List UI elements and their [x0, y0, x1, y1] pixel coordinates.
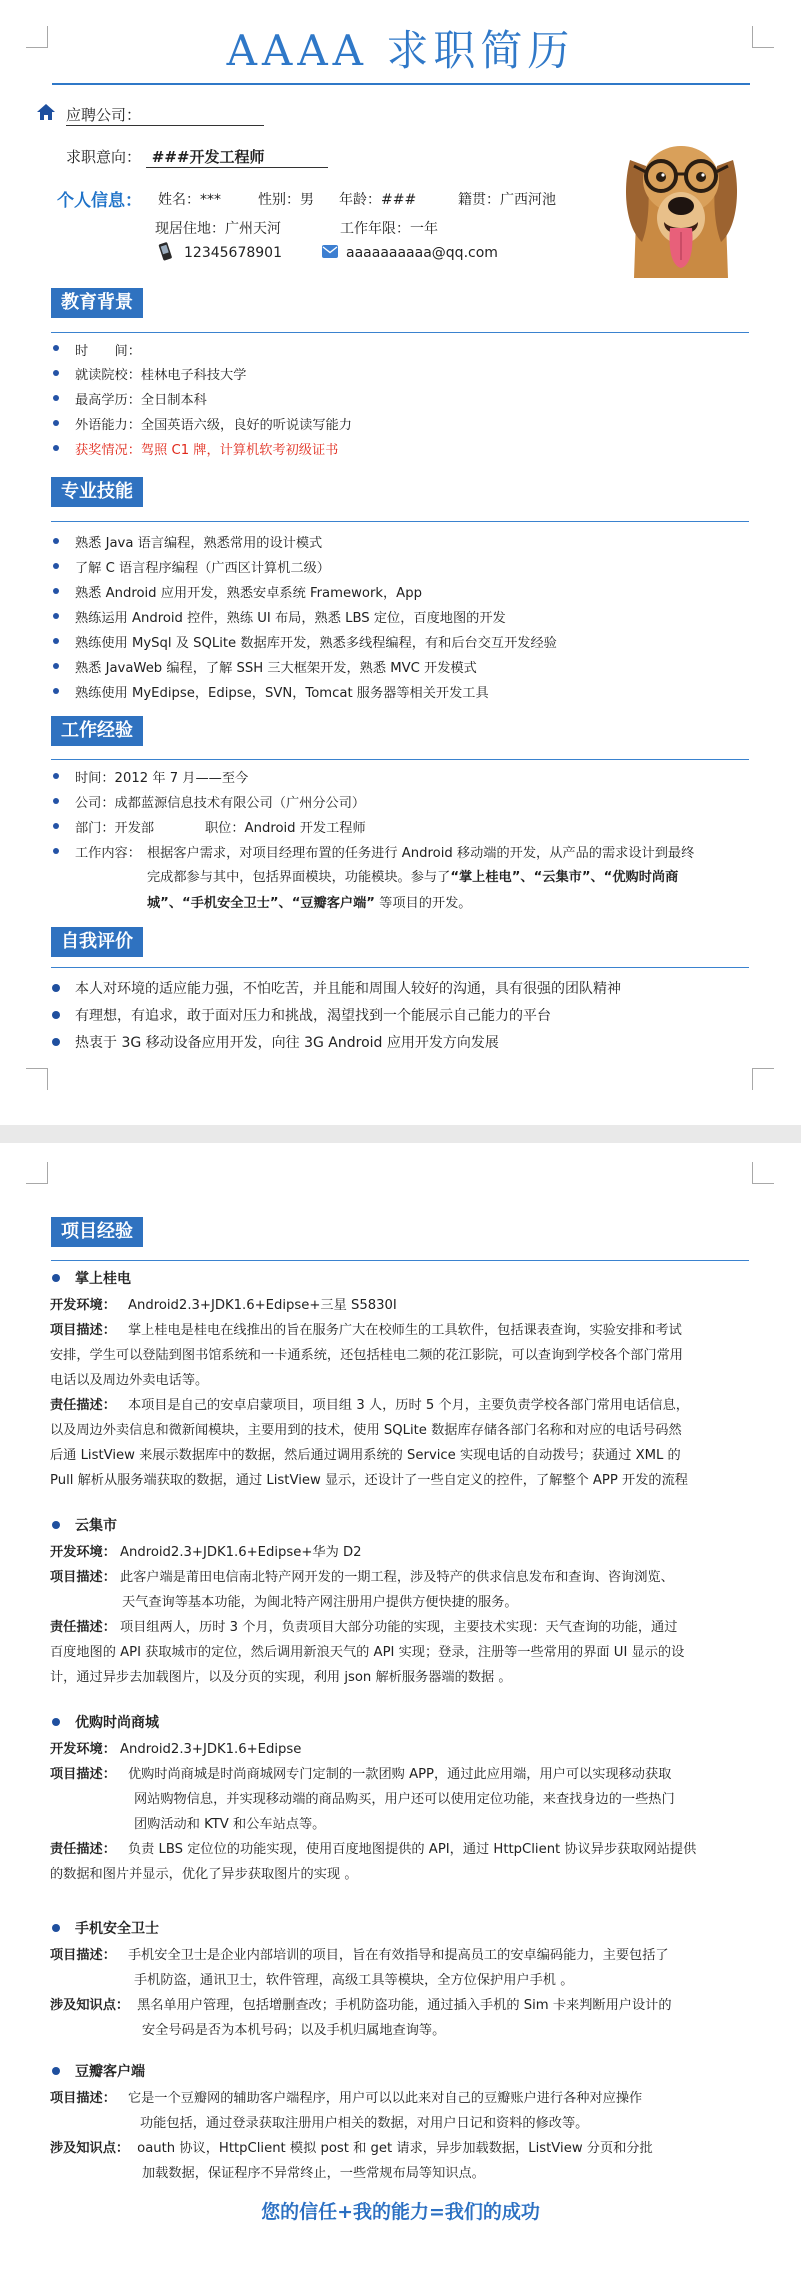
skill-item: 熟练运用 Android 控件，熟练 UI 布局，熟悉 LBS 定位，百度地图的开发 — [75, 611, 506, 626]
project-resp-line: 后通 ListView 来展示数据库中的数据，然后通过调用系统的 Service 实现电话的自动拨号；获通过 XML 的 — [50, 1448, 681, 1463]
self-eval-heading: 自我评价 — [51, 927, 143, 957]
project-env: 开发环境： Android2.3+JDK1.6+Edipse+三星 S5830I — [50, 1298, 397, 1313]
skill-item: 了解 C 语言程序编程（广西区计算机二级） — [75, 561, 330, 576]
project-desc: 项目描述： 它是一个豆瓣网的辅助客户端程序，用户可以以此来对自己的豆瓣账户进行各种对应操作 — [50, 2091, 643, 2106]
project-desc-line: 手机防盗，通讯卫士，软件管理，高级工具等模块，全方位保护用户手机 。 — [134, 1973, 574, 1988]
origin-field: 籍贯：广西河池 — [458, 192, 556, 208]
gender-field: 性别：男 — [258, 192, 314, 208]
project-env: 开发环境： Android2.3+JDK1.6+Edipse — [50, 1742, 302, 1757]
bullet — [53, 538, 59, 544]
bullet — [52, 984, 60, 992]
email-address: aaaaaaaaaa@qq.com — [346, 245, 498, 261]
bullet — [52, 1038, 60, 1046]
project-resp-line: Pull 解析从服务端获取的数据，通过 ListView 显示，还设计了一些自定义的控件，了解整个 APP 开发的流程 — [50, 1473, 688, 1488]
project-desc-line: 电话以及周边外卖电话等。 — [50, 1373, 209, 1388]
section-rule — [51, 1260, 749, 1261]
bullet — [52, 2067, 60, 2075]
work-heading: 工作经验 — [51, 716, 143, 746]
bullet — [53, 613, 59, 619]
resume-title: AAAA 求职简历 — [226, 26, 575, 75]
resume-page-1 — [0, 0, 801, 1125]
years-field: 工作年限：一年 — [340, 221, 438, 237]
age-field: 年龄：### — [339, 192, 417, 208]
bullet — [53, 773, 59, 779]
project-name: 云集市 — [75, 1518, 117, 1534]
dog-photo — [620, 110, 743, 278]
bullet — [53, 445, 59, 451]
edu-time: 时 间： — [75, 344, 141, 359]
project-tech-line: 加载数据，保证程序不异常终止，一些常规布局等知识点。 — [142, 2166, 485, 2181]
bullet — [53, 345, 59, 351]
project-desc: 项目描述： 手机安全卫士是企业内部培训的项目，旨在有效指导和提高员工的安卓编码能力，主要包括了 — [50, 1948, 669, 1963]
work-time: 时间：2012 年 7 月——至今 — [75, 771, 249, 786]
section-rule — [51, 967, 749, 968]
crop-mark — [752, 1162, 774, 1184]
residence-field: 现居住地：广州天河 — [155, 221, 281, 237]
home-icon — [36, 103, 56, 121]
self-eval-item: 有理想，有追求，敢于面对压力和挑战，渴望找到一个能展示自己能力的平台 — [75, 1008, 551, 1024]
work-content-line: 城”、“手机安全卫士”、“豆瓣客户端” 等项目的开发。 — [147, 896, 472, 911]
self-eval-item: 本人对环境的适应能力强，不怕吃苦，并且能和周围人较好的沟通，具有很强的团队精神 — [75, 981, 621, 997]
project-env: 开发环境： Android2.3+JDK1.6+Edipse+华为 D2 — [50, 1545, 362, 1560]
project-resp: 责任描述： 项目组两人，历时 3 个月，负责项目大部分功能的实现，主要技术实现：天气查询的功能，通过 — [50, 1620, 678, 1635]
bullet — [52, 1521, 60, 1529]
work-content-line: 完成都参与其中，包括界面模块，功能模块。参与了“掌上桂电”、“云集市”、“优购时尚商 — [147, 870, 679, 885]
mail-icon — [321, 244, 339, 259]
work-role: 职位：Android 开发工程师 — [205, 821, 366, 836]
project-resp-line: 的数据和图片并显示，优化了异步获取图片的实现 。 — [50, 1867, 358, 1882]
bullet — [53, 588, 59, 594]
edu-school: 就读院校：桂林电子科技大学 — [75, 368, 247, 383]
crop-mark — [752, 1068, 774, 1090]
skill-item: 熟悉 Android 应用开发，熟悉安卓系统 Framework，App — [75, 586, 422, 601]
bullet — [53, 420, 59, 426]
phone-icon — [157, 242, 173, 262]
bullet — [53, 638, 59, 644]
project-tech-line: 安全号码是否为本机号码；以及手机归属地查询等。 — [142, 2023, 446, 2038]
skill-item: 熟练使用 MyEdipse，Edipse，SVN，Tomcat 服务器等相关开发工具 — [75, 686, 489, 701]
project-desc: 项目描述： 优购时尚商城是时尚商城网专门定制的一款团购 APP，通过此应用端，用户可以实现移动获取 — [50, 1767, 672, 1782]
section-rule — [51, 332, 749, 333]
project-name: 手机安全卫士 — [75, 1921, 159, 1937]
project-desc-line: 网站购物信息，并实现移动端的商品购买，用户还可以使用定位功能，来查找身边的一些热门 — [134, 1792, 675, 1807]
education-heading: 教育背景 — [51, 288, 143, 318]
title-rule — [52, 83, 750, 85]
bullet — [53, 663, 59, 669]
bullet — [53, 848, 59, 854]
project-name: 豆瓣客户端 — [75, 2064, 145, 2080]
project-desc-line: 功能包括，通过登录获取注册用户相关的数据，对用户日记和资料的修改等。 — [140, 2116, 589, 2131]
project-desc: 项目描述： 此客户端是莆田电信南北特产网开发的一期工程，涉及特产的供求信息发布和查询、咨询浏览、 — [50, 1570, 674, 1585]
bullet — [53, 395, 59, 401]
bullet — [53, 688, 59, 694]
edu-degree: 最高学历：全日制本科 — [75, 393, 207, 408]
project-desc: 项目描述： 掌上桂电是桂电在线推出的旨在服务广大在校师生的工具软件，包括课表查询，实验安排和考试 — [50, 1323, 682, 1338]
project-desc-line: 天气查询等基本功能，为闽北特产网注册用户提供方便快捷的服务。 — [122, 1595, 518, 1610]
project-resp: 责任描述： 负责 LBS 定位位的功能实现，使用百度地图提供的 API，通过 HttpClient 协议异步获取网站提供 — [50, 1842, 697, 1857]
motto: 您的信任+我的能力=我们的成功 — [261, 2201, 540, 2223]
work-company: 公司：成都蓝源信息技术有限公司（广州分公司） — [75, 796, 366, 811]
crop-mark — [26, 1162, 48, 1184]
position-value: ###开发工程师 — [146, 146, 328, 168]
project-resp: 责任描述： 本项目是自己的安卓启蒙项目，项目组 3 人，历时 5 个月，主要负责学校各部门常用电话信息， — [50, 1398, 689, 1413]
work-content-label: 工作内容： — [75, 846, 141, 861]
position-row — [66, 146, 328, 168]
skill-item: 熟悉 JavaWeb 编程，了解 SSH 三大框架开发，熟悉 MVC 开发模式 — [75, 661, 477, 676]
project-resp-line: 计，通过异步去加载图片，以及分页的实现，利用 json 解析服务器端的数据 。 — [50, 1670, 512, 1685]
projects-heading: 项目经验 — [51, 1217, 143, 1247]
bullet — [52, 1718, 60, 1726]
work-dept: 部门：开发部 — [75, 821, 155, 836]
crop-mark — [26, 1068, 48, 1090]
section-rule — [51, 759, 749, 760]
project-tech: 涉及知识点： 黑名单用户管理，包括增删查改；手机防盗功能，通过插入手机的 Sim 卡来判断用户设计的 — [50, 1998, 672, 2013]
skills-heading: 专业技能 — [51, 477, 143, 507]
project-name: 掌上桂电 — [75, 1271, 131, 1287]
bullet — [52, 1924, 60, 1932]
project-resp-line: 以及周边外卖信息和微新闻模块，主要用到的技术，使用 SQLite 数据库存储各部门名称和对应的电话号码然 — [50, 1423, 682, 1438]
phone-number: 12345678901 — [184, 245, 282, 261]
project-name: 优购时尚商城 — [75, 1715, 159, 1731]
self-eval-item: 热衷于 3G 移动设备应用开发，向往 3G Android 应用开发方向发展 — [75, 1035, 499, 1051]
company-label: 应聘公司： — [66, 104, 264, 126]
position-label: 求职意向： — [66, 148, 142, 166]
project-resp-line: 百度地图的 API 获取城市的定位，然后调用新浪天气的 API 实现；登录，注册等一些常用的界面 UI 显示的设 — [50, 1645, 685, 1660]
personal-info-label: 个人信息： — [57, 191, 142, 211]
bullet — [53, 370, 59, 376]
name-field: 姓名：*** — [158, 192, 221, 208]
bullet — [53, 798, 59, 804]
project-tech: 涉及知识点： oauth 协议，HttpClient 模拟 post 和 get 请求，异步加载数据，ListView 分页和分批 — [50, 2141, 653, 2156]
edu-language: 外语能力：全国英语六级，良好的听说读写能力 — [75, 418, 352, 433]
edu-awards: 获奖情况：驾照 C1 牌，计算机软考初级证书 — [75, 443, 339, 458]
resume-page-2 — [0, 1143, 801, 2279]
bullet — [53, 563, 59, 569]
skill-item: 熟悉 Java 语言编程，熟悉常用的设计模式 — [75, 536, 323, 551]
skill-item: 熟练使用 MySql 及 SQLite 数据库开发，熟悉多线程编程，有和后台交互开发经验 — [75, 636, 557, 651]
section-rule — [51, 521, 749, 522]
bullet — [53, 823, 59, 829]
project-desc-line: 团购活动和 KTV 和公车站点等。 — [134, 1817, 326, 1832]
bullet — [52, 1274, 60, 1282]
project-desc-line: 安排，学生可以登陆到图书馆系统和一卡通系统，还包括桂电二频的花江影院，可以查询到学校各个部门常用 — [50, 1348, 683, 1363]
bullet — [52, 1011, 60, 1019]
work-content-line: 根据客户需求，对项目经理布置的任务进行 Android 移动端的开发，从产品的需求设计到最终 — [147, 846, 695, 861]
